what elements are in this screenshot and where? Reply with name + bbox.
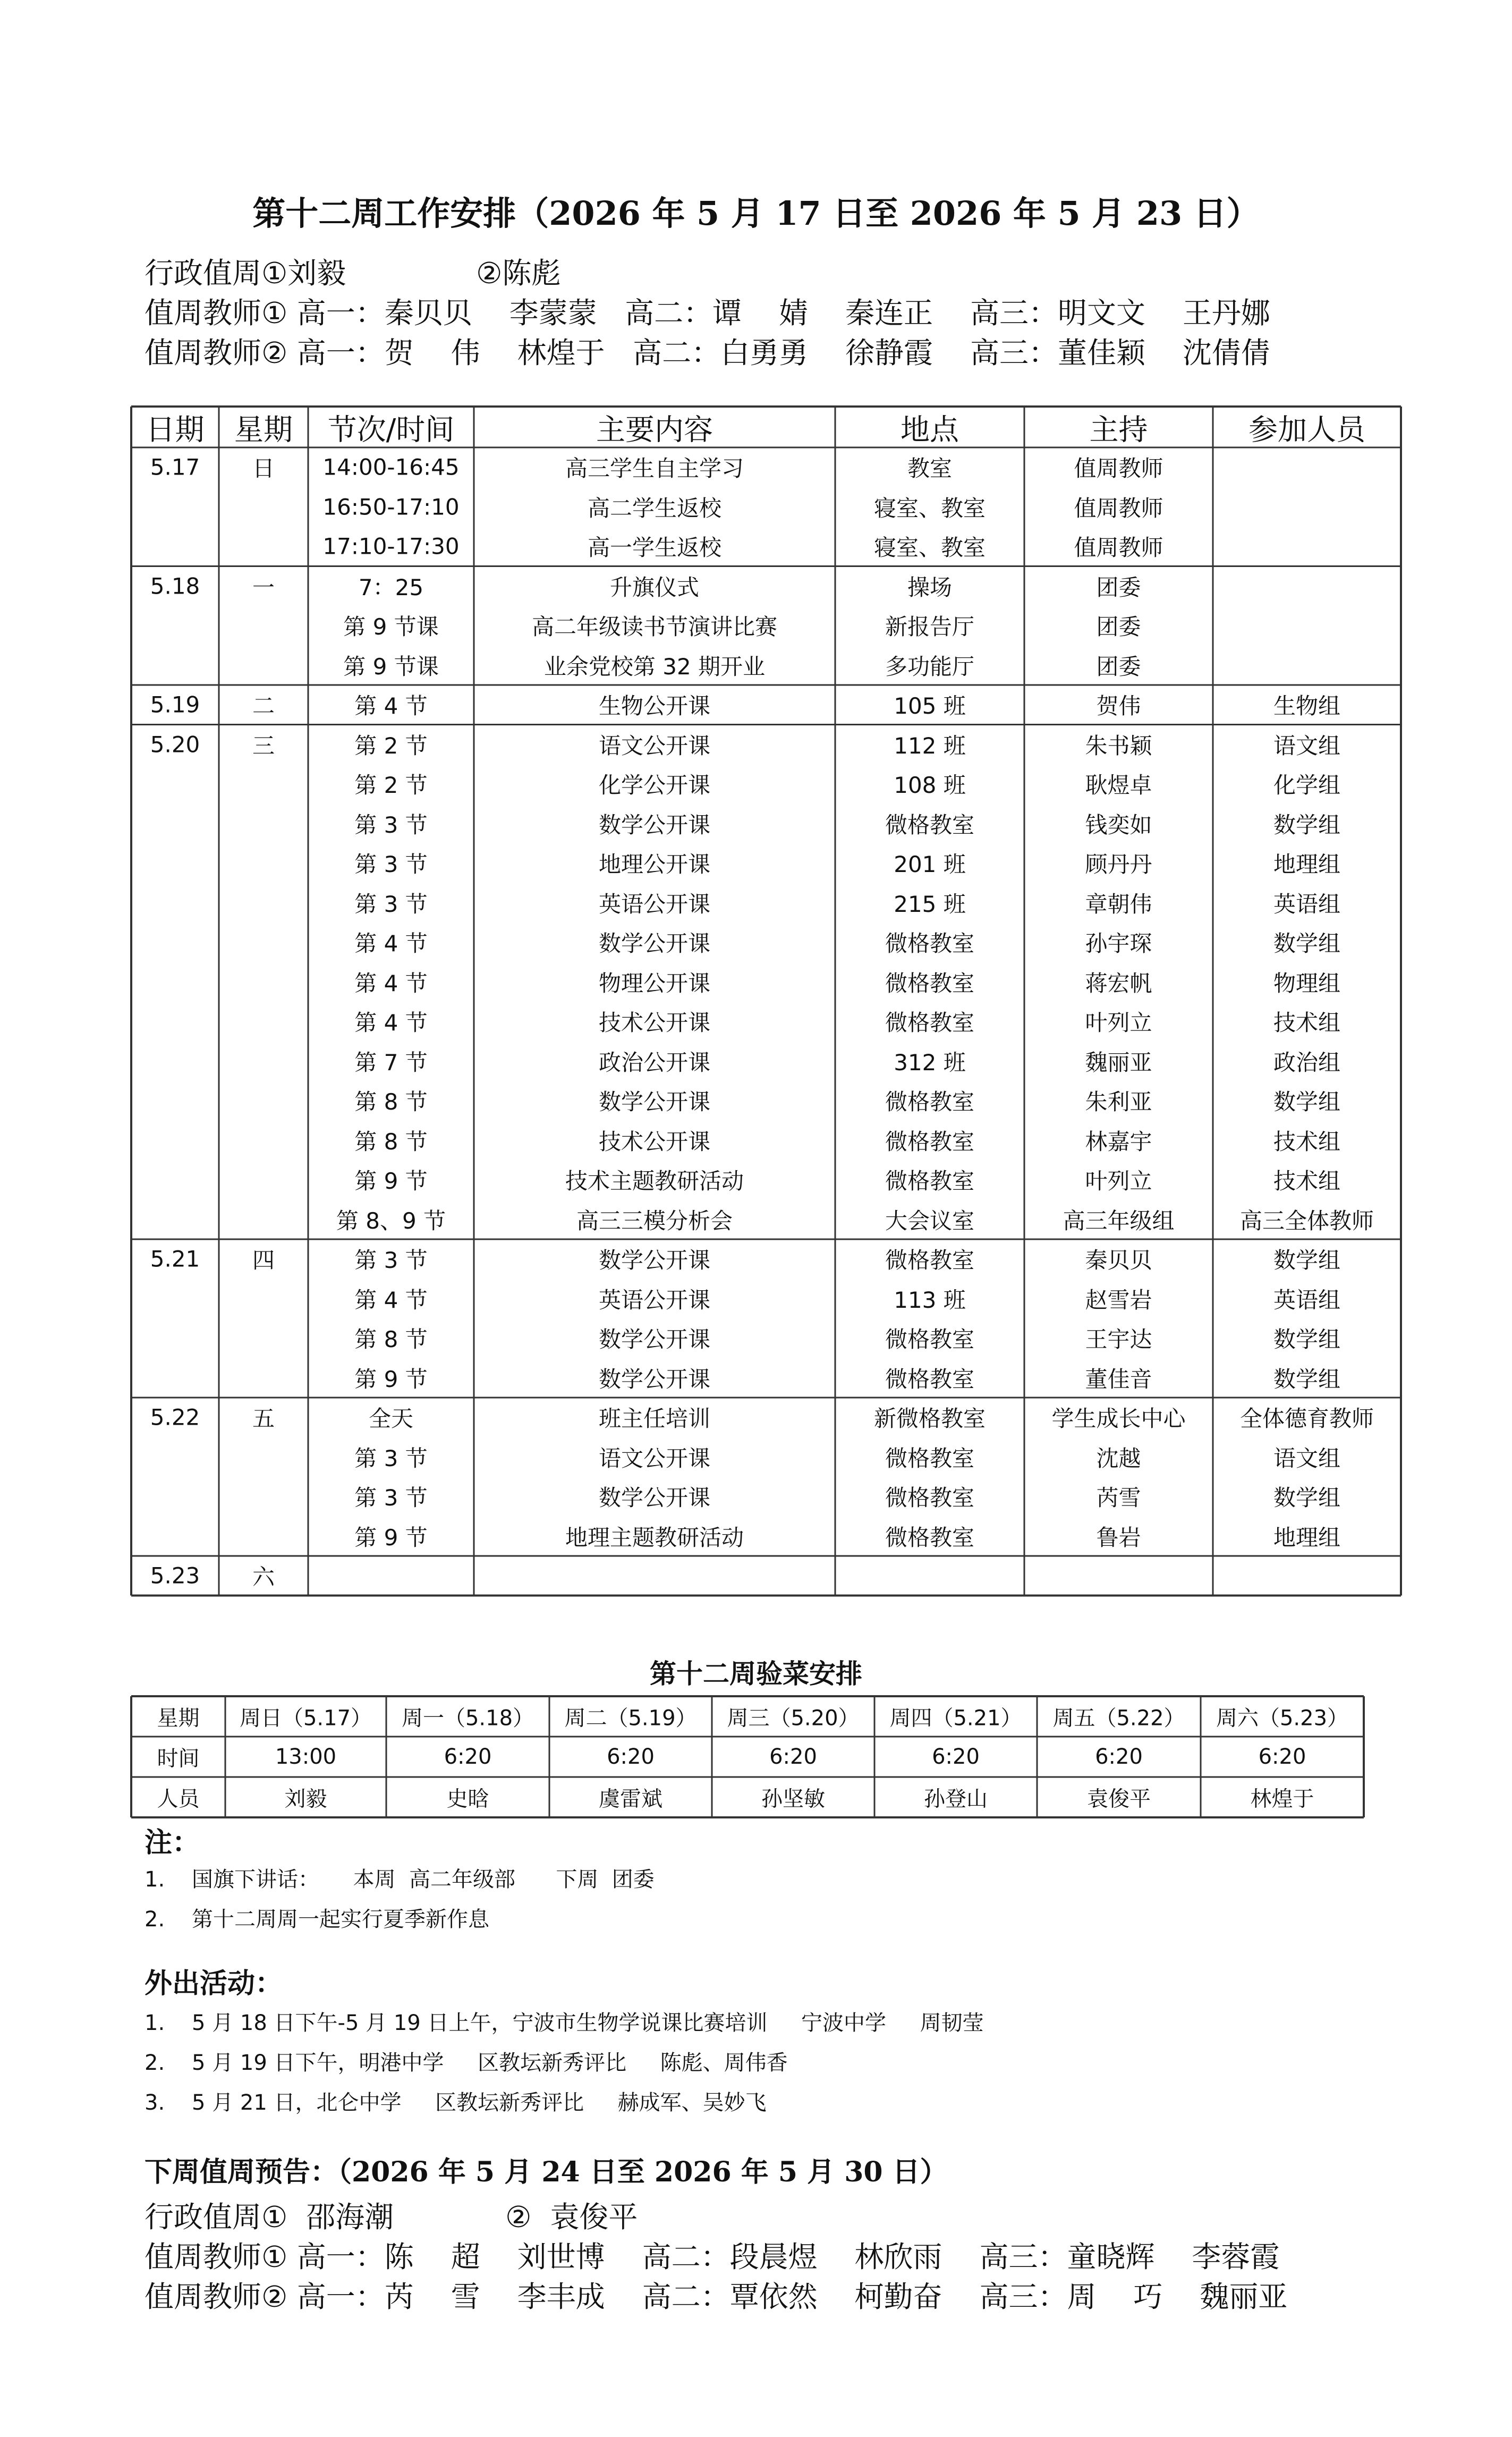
content-cell: 数学公开课 — [598, 1089, 711, 1115]
veg-cell: 周六（5.23） — [1216, 1706, 1349, 1731]
content-cell: 语文公开课 — [598, 1445, 711, 1471]
host-cell: 学生成长中心 — [1051, 1406, 1186, 1432]
location-cell: 201 班 — [894, 851, 966, 878]
period-cell: 第 7 节 — [354, 1049, 428, 1076]
location-cell: 108 班 — [894, 772, 966, 799]
date-cell: 5.23 — [150, 1562, 200, 1589]
date-cell: 5.17 — [150, 454, 200, 480]
participants-cell: 地理组 — [1273, 1524, 1341, 1551]
veg-cell: 史晗 — [446, 1787, 489, 1812]
location-cell: 微格教室 — [885, 930, 975, 957]
period-cell: 第 3 节 — [354, 1247, 428, 1274]
period-cell: 第 9 节 — [354, 1524, 428, 1551]
participants-cell: 数学组 — [1273, 1247, 1341, 1274]
content-cell: 数学公开课 — [598, 930, 711, 957]
participants-cell: 语文组 — [1273, 1445, 1341, 1471]
host-cell: 芮雪 — [1096, 1485, 1141, 1511]
content-cell: 业余党校第 32 期开业 — [543, 653, 766, 680]
veg-row-label: 人员 — [157, 1787, 200, 1812]
page-title: 第十二周工作安排（2026 年 5 月 17 日至 2026 年 5 月 23 日） — [252, 194, 1260, 233]
column-header: 日期 — [146, 412, 205, 446]
veg-cell: 周二（5.19） — [564, 1706, 697, 1731]
weekday-cell: 二 — [252, 693, 275, 720]
veg-cell: 林煌于 — [1250, 1787, 1314, 1812]
period-cell: 第 4 节 — [354, 930, 428, 957]
column-header: 主持 — [1089, 412, 1148, 446]
column-header: 地点 — [900, 412, 959, 446]
veg-cell: 刘毅 — [284, 1787, 327, 1812]
column-header: 主要内容 — [596, 412, 713, 446]
location-cell: 215 班 — [894, 891, 966, 917]
location-cell: 微格教室 — [885, 1128, 975, 1155]
host-cell: 值周教师 — [1074, 495, 1163, 521]
note-item: 1. 国旗下讲话： 本周 高二年级部 下周 团委 — [145, 1867, 655, 1892]
host-cell: 团委 — [1096, 614, 1141, 640]
period-cell: 第 9 节课 — [343, 614, 439, 640]
content-cell: 英语公开课 — [598, 891, 711, 917]
period-cell: 第 4 节 — [354, 693, 428, 720]
teacher-duty-line-1: 值周教师① 高一：秦贝贝 李蒙蒙 高二：谭 婧 秦连正 高三：明文文 王丹娜 — [145, 296, 1270, 330]
host-cell: 钱奕如 — [1085, 811, 1152, 838]
participants-cell: 英语组 — [1273, 1287, 1341, 1313]
location-cell: 新微格教室 — [873, 1406, 986, 1432]
content-cell: 生物公开课 — [598, 693, 711, 720]
participants-cell: 数学组 — [1273, 811, 1341, 838]
period-cell: 14:00-16:45 — [322, 454, 460, 480]
location-cell: 教室 — [907, 455, 953, 482]
location-cell: 微格教室 — [885, 1010, 975, 1036]
content-cell: 数学公开课 — [598, 1326, 711, 1353]
period-cell: 17:10-17:30 — [322, 533, 460, 560]
date-cell: 5.19 — [150, 691, 200, 718]
content-cell: 高二年级读书节演讲比赛 — [531, 614, 778, 640]
veg-cell: 孙坚敏 — [761, 1787, 825, 1812]
host-cell: 高三年级组 — [1063, 1207, 1175, 1234]
participants-cell: 生物组 — [1273, 693, 1341, 720]
host-cell: 秦贝贝 — [1085, 1247, 1152, 1274]
host-cell: 董佳音 — [1085, 1366, 1152, 1392]
host-cell: 团委 — [1096, 653, 1141, 680]
weekday-cell: 日 — [252, 455, 275, 482]
location-cell: 微格教室 — [885, 811, 975, 838]
outings-heading: 外出活动： — [145, 1968, 283, 2000]
period-cell: 全天 — [368, 1406, 414, 1432]
veg-cell: 袁俊平 — [1087, 1787, 1151, 1812]
column-header: 节次/时间 — [327, 412, 455, 446]
veg-cell: 6:20 — [444, 1745, 492, 1769]
period-cell: 第 8 节 — [354, 1326, 428, 1353]
period-cell: 第 9 节 — [354, 1168, 428, 1195]
period-cell: 第 9 节 — [354, 1366, 428, 1392]
veg-cell: 周三（5.20） — [727, 1706, 860, 1731]
location-cell: 微格教室 — [885, 1445, 975, 1471]
host-cell: 鲁岩 — [1096, 1524, 1141, 1551]
location-cell: 寝室、教室 — [873, 495, 986, 521]
date-cell: 5.22 — [150, 1404, 200, 1431]
participants-cell: 数学组 — [1273, 1326, 1341, 1353]
participants-cell: 高三全体教师 — [1239, 1207, 1374, 1234]
period-cell: 第 2 节 — [354, 732, 428, 759]
content-cell: 地理公开课 — [598, 851, 711, 878]
veg-cell: 虞雷斌 — [599, 1787, 662, 1812]
admin-duty-line: 行政值周①刘毅 ②陈彪 — [145, 256, 561, 290]
host-cell: 贺伟 — [1096, 693, 1141, 720]
veg-cell: 孙登山 — [924, 1787, 988, 1812]
participants-cell: 技术组 — [1273, 1168, 1341, 1195]
period-cell: 第 9 节课 — [343, 653, 439, 680]
notes-heading: 注： — [145, 1827, 200, 1859]
host-cell: 耿煜卓 — [1085, 772, 1152, 799]
participants-cell: 数学组 — [1273, 930, 1341, 957]
host-cell: 值周教师 — [1074, 535, 1163, 561]
participants-cell: 地理组 — [1273, 851, 1341, 878]
host-cell: 赵雪岩 — [1085, 1287, 1152, 1313]
date-cell: 5.20 — [150, 731, 200, 758]
host-cell: 叶列立 — [1085, 1168, 1152, 1195]
location-cell: 微格教室 — [885, 1366, 975, 1392]
host-cell: 林嘉宇 — [1085, 1128, 1152, 1155]
veg-cell: 周五（5.22） — [1052, 1706, 1185, 1731]
outing-item: 3. 5 月 21 日，北仑中学 区教坛新秀评比 赫成军、吴妙飞 — [145, 2091, 767, 2115]
host-cell: 蒋宏帆 — [1085, 970, 1152, 996]
veg-cell: 13:00 — [275, 1745, 337, 1769]
period-cell: 第 2 节 — [354, 772, 428, 799]
veg-cell: 周日（5.17） — [239, 1706, 372, 1731]
location-cell: 大会议室 — [885, 1207, 975, 1234]
period-cell: 7：25 — [358, 574, 424, 600]
veg-row-label: 时间 — [157, 1746, 200, 1771]
content-cell: 高二学生返校 — [587, 495, 722, 521]
period-cell: 16:50-17:10 — [322, 494, 460, 520]
participants-cell: 数学组 — [1273, 1089, 1341, 1115]
content-cell: 升旗仪式 — [609, 574, 700, 600]
location-cell: 微格教室 — [885, 1168, 975, 1195]
host-cell: 顾丹丹 — [1085, 851, 1152, 878]
content-cell: 高三学生自主学习 — [565, 455, 744, 482]
veg-cell: 周一（5.18） — [401, 1706, 534, 1731]
location-cell: 312 班 — [894, 1049, 966, 1076]
weekday-cell: 四 — [252, 1247, 275, 1274]
participants-cell: 技术组 — [1273, 1010, 1341, 1036]
period-cell: 第 4 节 — [354, 1287, 428, 1313]
participants-cell: 全体德育教师 — [1239, 1406, 1374, 1432]
period-cell: 第 3 节 — [354, 1445, 428, 1471]
host-cell: 值周教师 — [1074, 455, 1163, 482]
note-item: 2. 第十二周周一起实行夏季新作息 — [145, 1907, 490, 1932]
column-header: 参加人员 — [1248, 412, 1366, 446]
location-cell: 微格教室 — [885, 1089, 975, 1115]
content-cell: 技术公开课 — [598, 1128, 711, 1155]
participants-cell: 数学组 — [1273, 1366, 1341, 1392]
content-cell: 数学公开课 — [598, 1247, 711, 1274]
participants-cell: 语文组 — [1273, 732, 1341, 759]
period-cell: 第 3 节 — [354, 891, 428, 917]
weekday-cell: 三 — [252, 732, 275, 759]
host-cell: 章朝伟 — [1085, 891, 1152, 917]
veg-cell: 6:20 — [769, 1745, 817, 1769]
veg-schedule-title: 第十二周验菜安排 — [650, 1658, 862, 1689]
period-cell: 第 4 节 — [354, 1010, 428, 1036]
period-cell: 第 4 节 — [354, 970, 428, 996]
content-cell: 化学公开课 — [598, 772, 711, 799]
participants-cell: 物理组 — [1273, 970, 1341, 996]
content-cell: 数学公开课 — [598, 1366, 711, 1392]
weekday-cell: 一 — [252, 574, 275, 600]
period-cell: 第 8、9 节 — [336, 1207, 446, 1234]
veg-cell: 6:20 — [932, 1745, 980, 1769]
location-cell: 微格教室 — [885, 1485, 975, 1511]
location-cell: 112 班 — [894, 732, 966, 759]
host-cell: 团委 — [1096, 574, 1141, 600]
location-cell: 微格教室 — [885, 1326, 975, 1353]
veg-cell: 周四（5.21） — [889, 1706, 1022, 1731]
column-header: 星期 — [234, 412, 293, 446]
weekday-cell: 五 — [252, 1406, 275, 1432]
participants-cell: 数学组 — [1273, 1485, 1341, 1511]
host-cell: 朱书颖 — [1085, 732, 1152, 759]
weekday-cell: 六 — [252, 1564, 275, 1590]
location-cell: 寝室、教室 — [873, 535, 986, 561]
date-cell: 5.18 — [150, 573, 200, 599]
content-cell: 政治公开课 — [598, 1049, 711, 1076]
participants-cell: 化学组 — [1273, 772, 1341, 799]
veg-cell: 6:20 — [1258, 1745, 1306, 1769]
outing-item: 2. 5 月 19 日下午，明港中学 区教坛新秀评比 陈彪、周伟香 — [145, 2051, 788, 2075]
period-cell: 第 3 节 — [354, 811, 428, 838]
teacher-duty-line-2: 值周教师② 高一：贺 伟 林煌于 高二：白勇勇 徐静霞 高三：董佳颖 沈倩倩 — [145, 336, 1270, 370]
veg-cell: 6:20 — [607, 1745, 655, 1769]
next-teacher-duty-line-2: 值周教师② 高一：芮 雪 李丰成 高二：覃依然 柯勤奋 高三：周 巧 魏丽亚 — [145, 2280, 1288, 2314]
next-teacher-duty-line-1: 值周教师① 高一：陈 超 刘世博 高二：段晨煜 林欣雨 高三：童晓辉 李蓉霞 — [145, 2240, 1280, 2274]
next-week-title: 下周值周预告：（2026 年 5 月 24 日至 2026 年 5 月 30 日） — [145, 2156, 948, 2188]
period-cell: 第 3 节 — [354, 851, 428, 878]
content-cell: 语文公开课 — [598, 732, 711, 759]
host-cell: 沈越 — [1096, 1445, 1141, 1471]
veg-row-label: 星期 — [157, 1706, 200, 1731]
host-cell: 孙宇琛 — [1085, 930, 1152, 957]
next-admin-duty-line: 行政值周① 邵海潮 ② 袁俊平 — [145, 2200, 638, 2234]
veg-cell: 6:20 — [1095, 1745, 1143, 1769]
location-cell: 微格教室 — [885, 1247, 975, 1274]
location-cell: 微格教室 — [885, 1524, 975, 1551]
content-cell: 班主任培训 — [598, 1406, 711, 1432]
period-cell: 第 3 节 — [354, 1485, 428, 1511]
location-cell: 微格教室 — [885, 970, 975, 996]
content-cell: 数学公开课 — [598, 1485, 711, 1511]
content-cell: 数学公开课 — [598, 811, 711, 838]
content-cell: 高一学生返校 — [587, 535, 722, 561]
content-cell: 物理公开课 — [598, 970, 711, 996]
content-cell: 英语公开课 — [598, 1287, 711, 1313]
location-cell: 新报告厅 — [885, 614, 975, 640]
outing-item: 1. 5 月 18 日下午-5 月 19 日上午，宁波市生物学说课比赛培训 宁波中学 周韧莹 — [145, 2011, 984, 2035]
location-cell: 105 班 — [894, 693, 966, 720]
period-cell: 第 8 节 — [354, 1128, 428, 1155]
content-cell: 技术主题教研活动 — [565, 1168, 744, 1195]
participants-cell: 技术组 — [1273, 1128, 1341, 1155]
host-cell: 魏丽亚 — [1085, 1049, 1152, 1076]
host-cell: 朱利亚 — [1085, 1089, 1152, 1115]
content-cell: 高三三模分析会 — [576, 1207, 733, 1234]
participants-cell: 政治组 — [1273, 1049, 1341, 1076]
location-cell: 操场 — [907, 574, 953, 600]
participants-cell: 英语组 — [1273, 891, 1341, 917]
content-cell: 地理主题教研活动 — [565, 1524, 744, 1551]
date-cell: 5.21 — [150, 1246, 200, 1272]
location-cell: 113 班 — [894, 1287, 966, 1313]
host-cell: 王宇达 — [1085, 1326, 1152, 1353]
location-cell: 多功能厅 — [885, 653, 975, 680]
host-cell: 叶列立 — [1085, 1010, 1152, 1036]
content-cell: 技术公开课 — [598, 1010, 711, 1036]
period-cell: 第 8 节 — [354, 1089, 428, 1115]
